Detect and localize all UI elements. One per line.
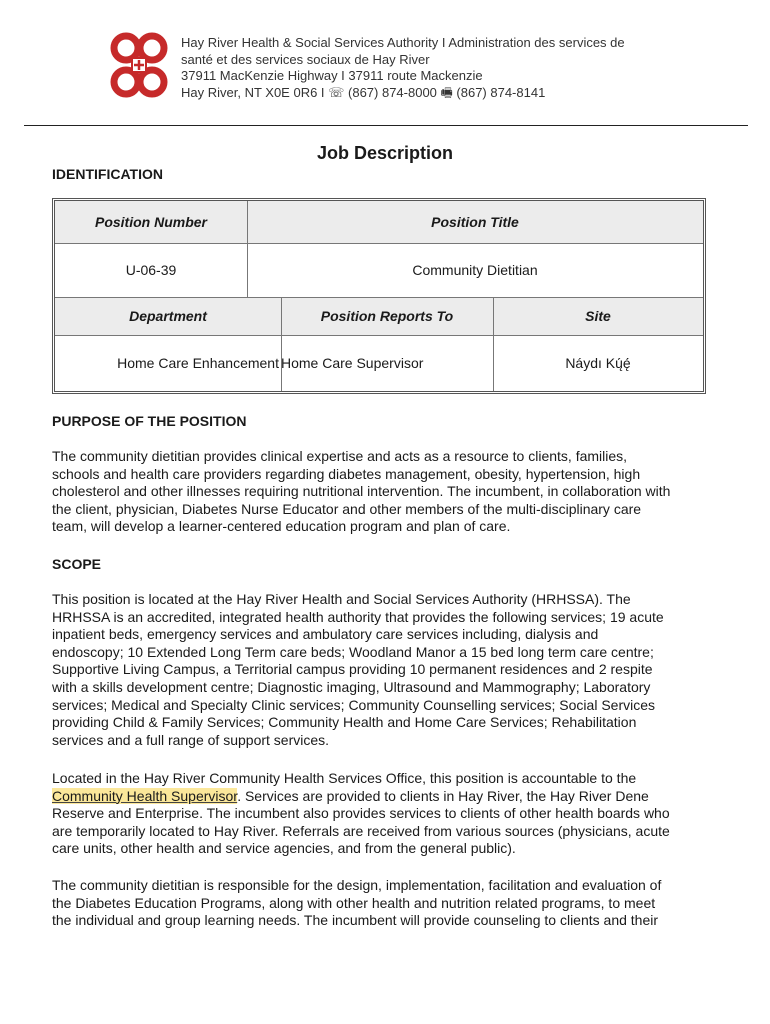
text-line: providing Child & Family Services; Community Health and Home Care Services; Rehabilitation: [52, 714, 637, 731]
highlighted-link[interactable]: Community Health Supervisor: [52, 787, 238, 804]
letterhead-text: [181, 35, 625, 101]
position-number-header: Position Number: [55, 201, 247, 243]
purpose-paragraph: [52, 448, 732, 536]
text-line: cholesterol and other illnesses requiring nutritional intervention. The incumbent, in collaboration with: [52, 483, 671, 500]
department-header: Department: [55, 297, 281, 335]
position-title-value: Community Dietitian: [412, 262, 538, 278]
hrhssa-logo-icon: [108, 30, 170, 100]
text-line: endoscopy; 10 Extended Long Term care beds; Woodland Manor a 15 bed long term care centre;: [52, 643, 654, 660]
table-rule: [281, 297, 282, 391]
letterhead-line: santé et des services sociaux de Hay River: [181, 51, 430, 67]
scope-paragraph-3: [52, 877, 732, 930]
text-line: The community dietitian is responsible for the design, implementation, facilitation and evaluation of: [52, 877, 662, 893]
table-rule: [55, 243, 703, 244]
text-line: services; Medical and Specialty Clinic services; Community Counselling services; Social Services: [52, 696, 655, 713]
letterhead-line: Hay River Health & Social Services Authority I Administration des services de: [181, 35, 625, 50]
text-span: . Services are provided to clients in Hay River, the Hay River Dene: [237, 787, 649, 804]
text-line: HRHSSA is an accredited, integrated health authority that provides the following services; 19 acute: [52, 608, 664, 625]
table-rule: [493, 297, 494, 391]
text-line: are temporarily located to Hay River. Referrals are received from various sources (physicians, acute: [52, 822, 670, 839]
identification-table: [52, 198, 706, 394]
scope-paragraph-2: [52, 770, 732, 858]
scope-paragraph-1: [52, 591, 732, 749]
department-value: Home Care Enhancement: [117, 355, 279, 371]
text-line: inpatient beds, emergency services and ambulatory care services including, dialysis and: [52, 626, 599, 643]
reports-to-value: Home Care Supervisor: [281, 355, 424, 371]
text-line: This position is located at the Hay River Health and Social Services Authority (HRHSSA). The: [52, 591, 631, 607]
scope-heading: SCOPE: [52, 556, 102, 572]
reports-to-header: Position Reports To: [281, 297, 493, 335]
text-line: schools and health care providers regarding diabetes management, obesity, hypertension, high: [52, 465, 641, 482]
identification-heading: IDENTIFICATION: [52, 166, 163, 182]
table-rule: [247, 201, 248, 297]
site-value: Náydı Kų́ę́: [565, 355, 631, 371]
text-line: the Diabetes Education Programs, along with other health and nutrition related programs, to meet: [52, 894, 656, 911]
letterhead-line: 37911 MacKenzie Highway I 37911 route Mackenzie: [181, 68, 483, 83]
header-divider: [24, 125, 748, 126]
letterhead-line: Hay River, NT X0E 0R6 I ☏ (867) 874-8000 🖷 (867) 874-8141: [181, 84, 546, 100]
text-line: services and a full range of support services.: [52, 731, 330, 748]
text-line: the client, physician, Diabetes Nurse Educator and other members of the multi-disciplinary care: [52, 500, 642, 517]
text-line: the individual and group learning needs. The incumbent will provide counseling to clients and their: [52, 912, 659, 929]
position-number-value: U-06-39: [125, 262, 177, 278]
text-line: Reserve and Enterprise. The incumbent also provides services to clients of other health boards who: [52, 805, 670, 822]
text-line: team, will develop a learner-centered education program and plan of care.: [52, 518, 511, 535]
text-line: care units, other health and service agencies, and from the general public).: [52, 840, 516, 857]
text-line: [52, 788, 732, 806]
site-header: Site: [493, 297, 703, 335]
purpose-heading: PURPOSE OF THE POSITION: [52, 413, 247, 429]
text-line: The community dietitian provides clinical expertise and acts as a resource to clients, families,: [52, 448, 628, 464]
position-title-header: Position Title: [247, 201, 703, 243]
document-title: Job Description: [316, 143, 454, 163]
table-rule: [55, 335, 703, 336]
table-rule: [55, 297, 703, 298]
text-line: Located in the Hay River Community Health Services Office, this position is accountable to the: [52, 770, 637, 786]
text-line: with a skills development centre; Diagnostic imaging, Ultrasound and Mammography; Laboratory: [52, 678, 651, 695]
text-line: Supportive Living Campus, a Territorial campus providing 10 permanent residences and 2 respite: [52, 661, 653, 678]
